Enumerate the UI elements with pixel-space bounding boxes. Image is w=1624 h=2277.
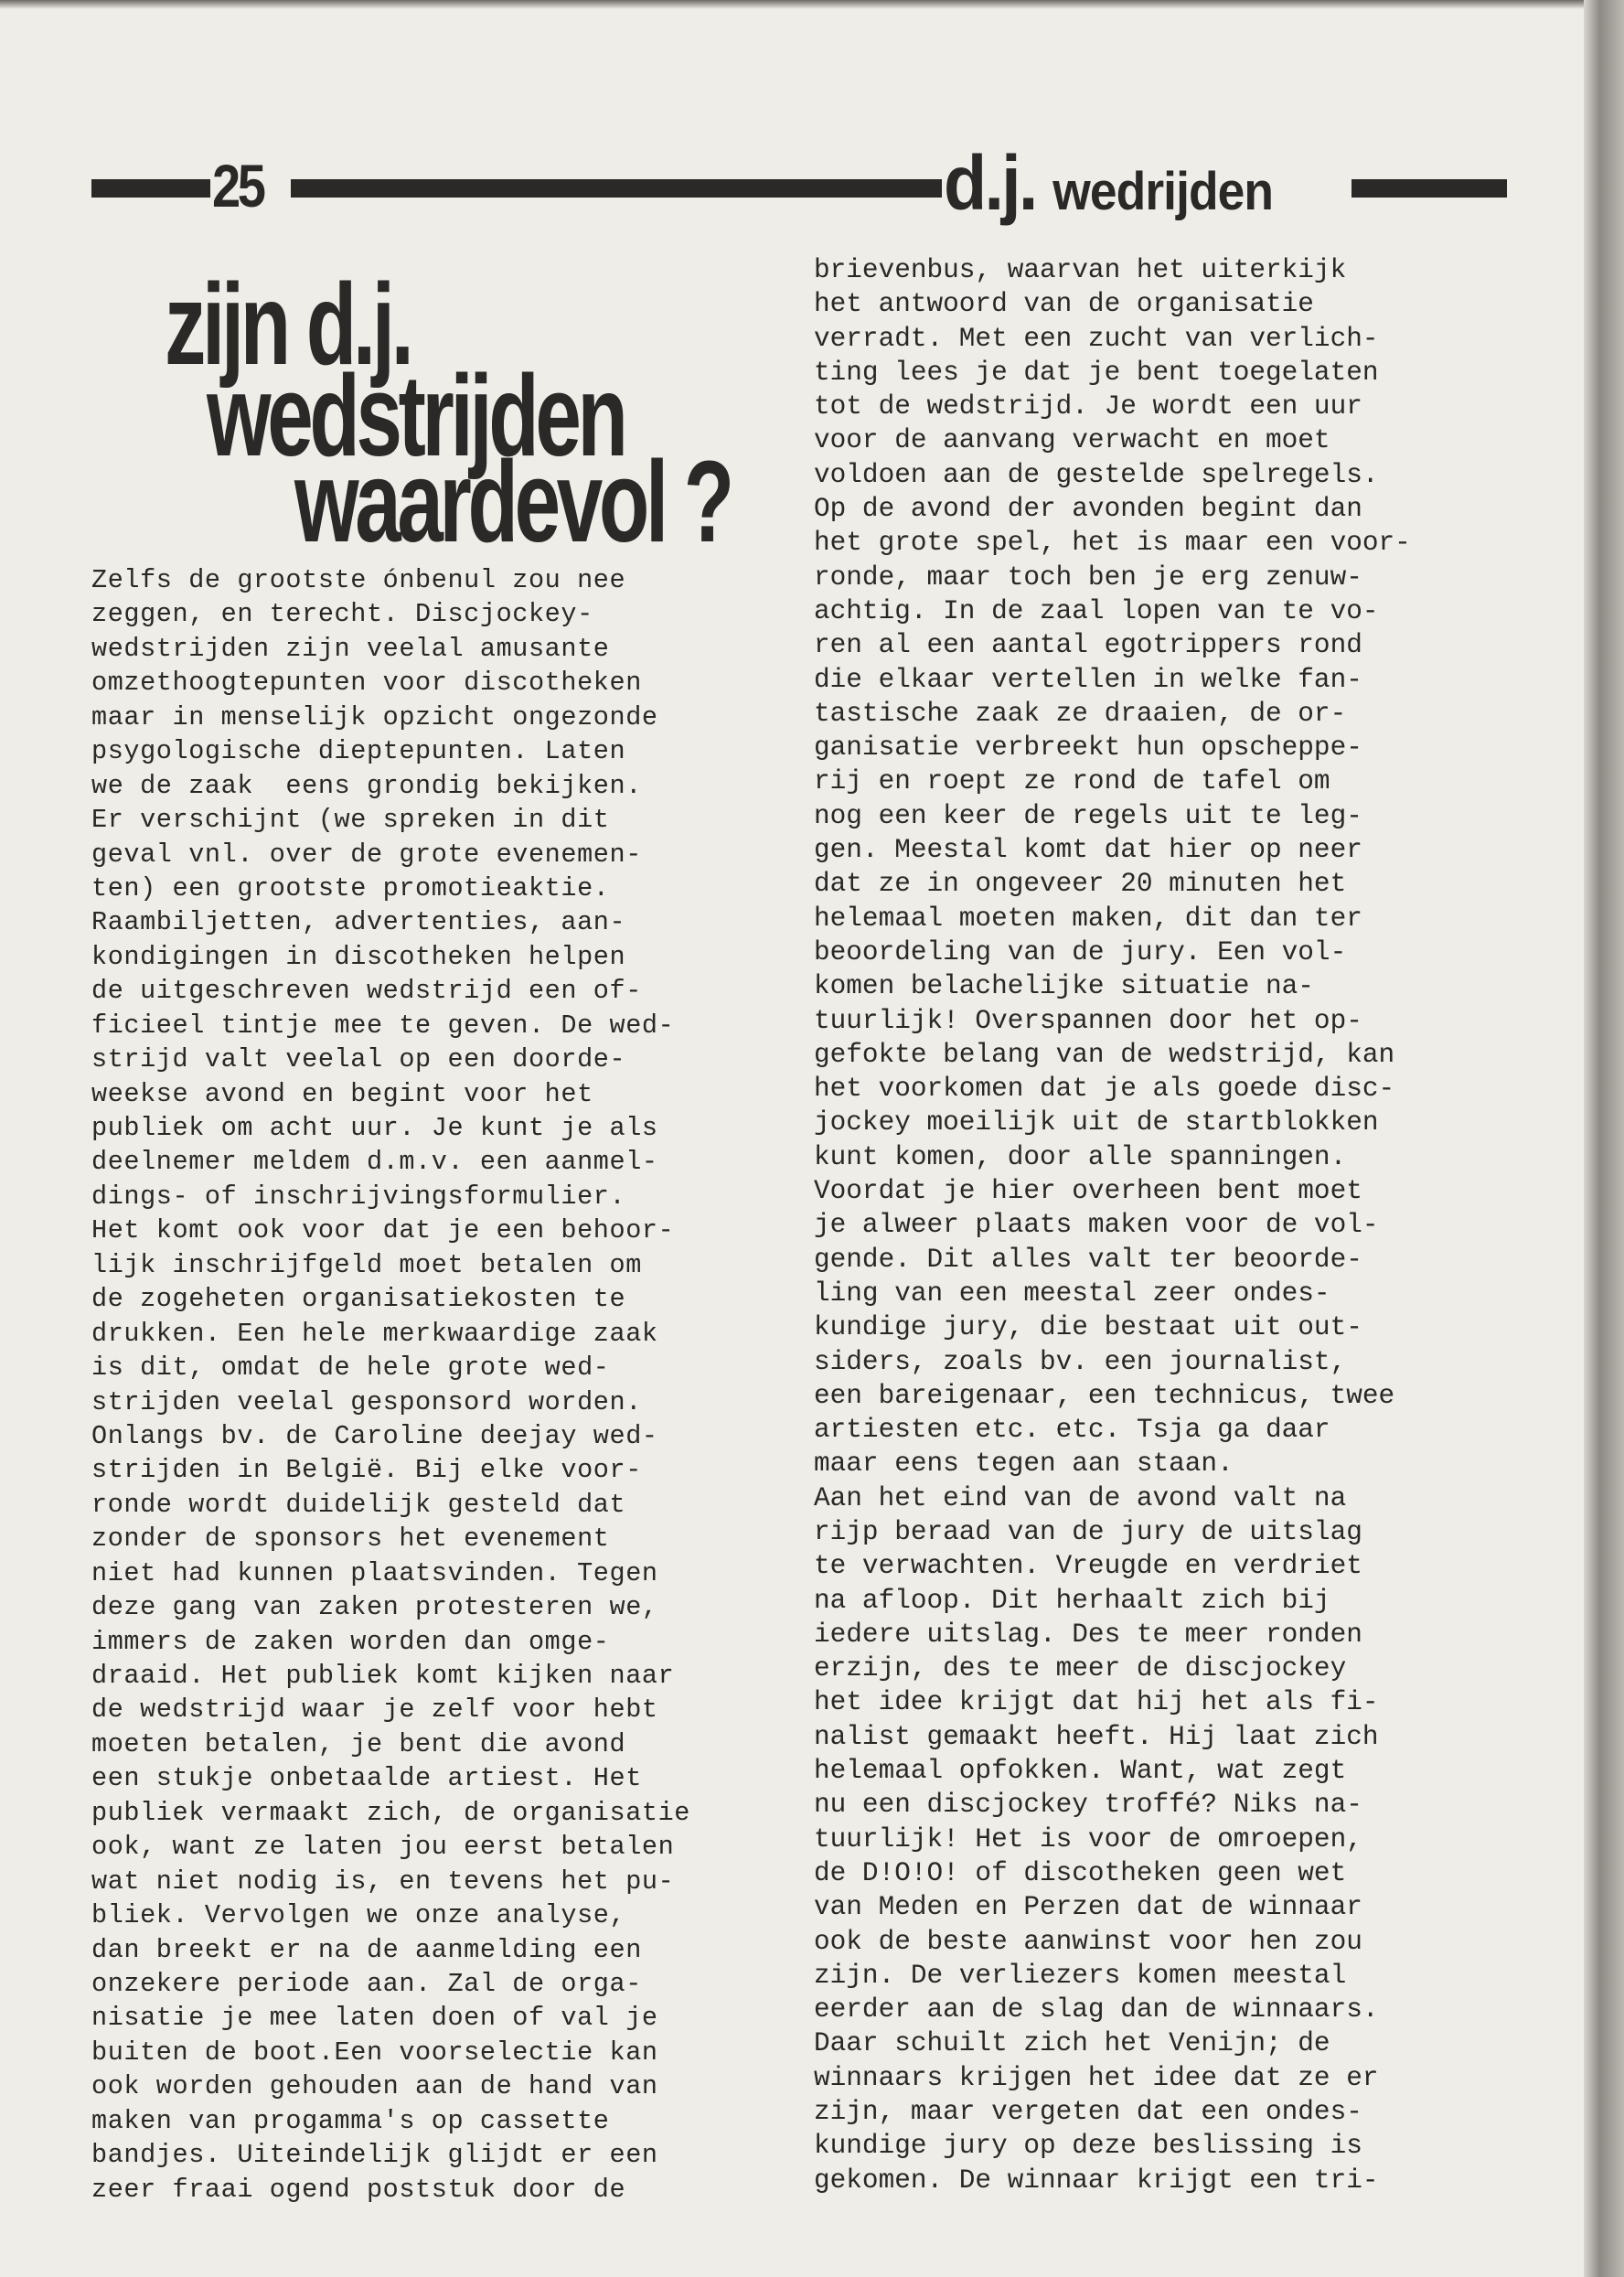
text-line: te verwachten. Vreugde en verdriet [814,1551,1362,1583]
header-rule-left [91,179,210,198]
text-line: het idee krijgt dat hij het als fi- [814,1687,1379,1719]
text-line: ganisatie verbreekt hun opscheppe- [814,732,1362,764]
text-line: Zelfs de grootste ónbenul zou nee [91,565,626,595]
header-rule-middle [291,179,942,198]
text-line: kunt komen, door alle spanningen. [814,1141,1347,1173]
text-line: weekse avond en begint voor het [91,1078,593,1109]
text-line: tuurlijk! Het is voor de omroepen, [814,1823,1362,1855]
text-line: Voordat je hier overheen bent moet [814,1176,1362,1208]
text-line: onzekere periode aan. Zal de orga- [91,1968,642,1999]
text-line: nog een keer de regels uit te leg- [814,800,1362,832]
text-line: nu een discjockey troffé? Niks na- [814,1790,1362,1822]
section-title-main: d.j. [944,140,1036,226]
text-line: wat niet nodig is, en tevens het pu- [91,1865,675,1897]
text-line: maar eens tegen aan staan. [814,1449,1234,1481]
text-line: het antwoord van de organisatie [814,289,1314,321]
text-line: de zogeheten organisatiekosten te [91,1284,626,1315]
text-line: zeer fraai ogend poststuk door de [91,2174,626,2205]
text-line: tastische zaak ze draaien, de or- [814,698,1347,730]
text-line: dings- of inschrijvingsformulier. [91,1181,626,1212]
text-line: wedstrijden zijn veelal amusante [91,633,610,664]
text-line: achtig. In de zaal lopen van te vo- [814,595,1379,627]
text-line: siders, zoals bv. een journalist, [814,1346,1347,1378]
text-line: ronde wordt duidelijk gesteld dat [91,1489,626,1520]
text-line: ling van een meestal zeer ondes- [814,1277,1330,1310]
text-line: artiesten etc. etc. Tsja ga daar [814,1415,1330,1447]
text-line: gen. Meestal komt dat hier op neer [814,835,1362,867]
text-line: Het komt ook voor dat je een behoor- [91,1215,675,1246]
text-line: winnaars krijgen het idee dat ze er [814,2062,1379,2094]
page-number: 25 [212,152,263,219]
text-line: strijden veelal gesponsord worden. [91,1386,642,1417]
text-line: Raambiljetten, advertenties, aan- [91,907,626,938]
text-line: zeggen, en terecht. Discjockey- [91,599,593,630]
text-line: gefokte belang van de wedstrijd, kan [814,1039,1395,1071]
text-line: Er verschijnt (we spreken in dit [91,805,610,836]
text-line: publiek vermaakt zich, de organisatie [91,1797,691,1828]
article-left-column [91,563,690,2207]
page-top-edge [0,0,1624,9]
text-line: kondigingen in discotheken helpen [91,941,626,972]
text-line: psygologische dieptepunten. Laten [91,736,626,767]
text-line: je alweer plaats maken voor de vol- [814,1210,1379,1242]
text-line: buiten de boot.Een voorselectie kan [91,2036,658,2068]
text-line: gende. Dit alles valt ter beoorde- [814,1244,1362,1276]
text-line: strijd valt veelal op een doorde- [91,1044,626,1075]
page-binding-edge [1584,0,1624,2277]
text-line: lijk inschrijfgeld moet betalen om [91,1249,642,1280]
text-line: jockey moeilijk uit de startblokken [814,1107,1379,1139]
text-line: komen belachelijke situatie na- [814,971,1314,1003]
text-line: een bareigenaar, een technicus, twee [814,1380,1395,1412]
text-line: niet had kunnen plaatsvinden. Tegen [91,1557,658,1588]
text-line: van Meden en Perzen dat de winnaar [814,1892,1362,1924]
text-line: tot de wedstrijd. Je wordt een uur [814,391,1362,423]
text-line: Op de avond der avonden begint dan [814,494,1362,526]
text-line: die elkaar vertellen in welke fan- [814,664,1362,696]
text-line: ren al een aantal egotrippers rond [814,630,1362,662]
text-line: ficieel tintje mee te geven. De wed- [91,1010,675,1041]
text-line: helemaal opfokken. Want, wat zegt [814,1756,1347,1788]
text-line: strijden in België. Bij elke voor- [91,1455,642,1486]
text-line: drukken. Een hele merkwaardige zaak [91,1318,658,1349]
text-line: Daar schuilt zich het Venijn; de [814,2028,1330,2060]
text-line: omzethoogtepunten voor discotheken [91,668,642,699]
text-line: tuurlijk! Overspannen door het op- [814,1005,1362,1037]
text-line: Aan het eind van de avond valt na [814,1482,1347,1514]
headline-line-3: waardevol ? [294,437,731,566]
text-line: eerder aan de slag dan de winnaars. [814,1994,1379,2026]
text-line: de uitgeschreven wedstrijd een of- [91,976,642,1007]
text-line: verradt. Met een zucht van verlich- [814,323,1379,355]
text-line: geval vnl. over de grote evenemen- [91,839,642,870]
text-line: ook worden gehouden aan de hand van [91,2071,658,2102]
text-line: maar in menselijk opzicht ongezonde [91,701,658,732]
headline-line-1: zijn d.j. [165,260,411,389]
text-line: is dit, omdat de hele grote wed- [91,1352,610,1384]
text-line: de wedstrijd waar je zelf voor hebt [91,1694,658,1726]
text-line: het voorkomen dat je als goede disc- [814,1074,1395,1106]
text-line: een stukje onbetaalde artiest. Het [91,1763,642,1794]
text-line: ook de beste aanwinst voor hen zou [814,1926,1362,1958]
article-right-column [814,254,1423,2198]
text-line: ook, want ze laten jou eerst betalen [91,1832,675,1863]
text-line: deze gang van zaken protesteren we, [91,1592,658,1623]
text-line: iedere uitslag. Des te meer ronden [814,1619,1362,1651]
text-line: gekomen. De winnaar krijgt een tri- [814,2165,1379,2197]
text-line: nalist gemaakt heeft. Hij laat zich [814,1721,1379,1753]
text-line: rijp beraad van de jury de uitslag [814,1516,1362,1548]
text-line: kundige jury op deze beslissing is [814,2131,1362,2163]
text-line: moeten betalen, je bent die avond [91,1728,626,1759]
text-line: erzijn, des te meer de discjockey [814,1653,1347,1685]
text-line: de D!O!O! of discotheken geen wet [814,1857,1347,1889]
text-line: ting lees je dat je bent toegelaten [814,357,1379,389]
text-line: draaid. Het publiek komt kijken naar [91,1661,675,1691]
text-line: het grote spel, het is maar een voor- [814,528,1411,560]
text-line: ronde, maar toch ben je erg zenuw- [814,561,1362,593]
text-line: ten) een grootste promotieaktie. [91,872,610,903]
section-title [944,137,1273,238]
text-line: publiek om acht uur. Je kunt je als [91,1113,658,1143]
text-line: voor de aanvang verwacht en moet [814,425,1330,457]
text-line: dan breekt er na de aanmelding een [91,1934,642,1965]
headline-line-2: wedstrijden [207,351,625,480]
text-line: zijn. De verliezers komen meestal [814,1960,1347,1992]
text-line: kundige jury, die bestaat uit out- [814,1312,1362,1344]
text-line: zijn, maar vergeten dat een ondes- [814,2097,1362,2129]
text-line: zonder de sponsors het evenement [91,1523,610,1555]
text-line: maken van progamma's op cassette [91,2105,610,2136]
text-line: deelnemer meldem d.m.v. een aanmel- [91,1147,658,1178]
text-line: immers de zaken worden dan omge- [91,1626,610,1657]
text-line: rij en roept ze rond de tafel om [814,766,1330,798]
header-rule-right [1352,179,1507,198]
text-line: na afloop. Dit herhaalt zich bij [814,1585,1330,1617]
text-line: voldoen aan de gestelde spelregels. [814,459,1379,491]
text-line: nisatie je mee laten doen of val je [91,2003,658,2034]
text-line: helemaal moeten maken, dit dan ter [814,903,1362,935]
text-line: we de zaak eens grondig bekijken. [91,770,642,801]
text-line: beoordeling van de jury. Een vol- [814,936,1347,968]
text-line: dat ze in ongeveer 20 minuten het [814,869,1347,901]
text-line: bliek. Vervolgen we onze analyse, [91,1900,626,1931]
text-line: Onlangs bv. de Caroline deejay wed- [91,1420,658,1451]
text-line: bandjes. Uiteindelijk glijdt er een [91,2140,658,2171]
section-title-rest: wedrijden [1052,162,1274,221]
text-line: brievenbus, waarvan het uiterkijk [814,255,1347,286]
